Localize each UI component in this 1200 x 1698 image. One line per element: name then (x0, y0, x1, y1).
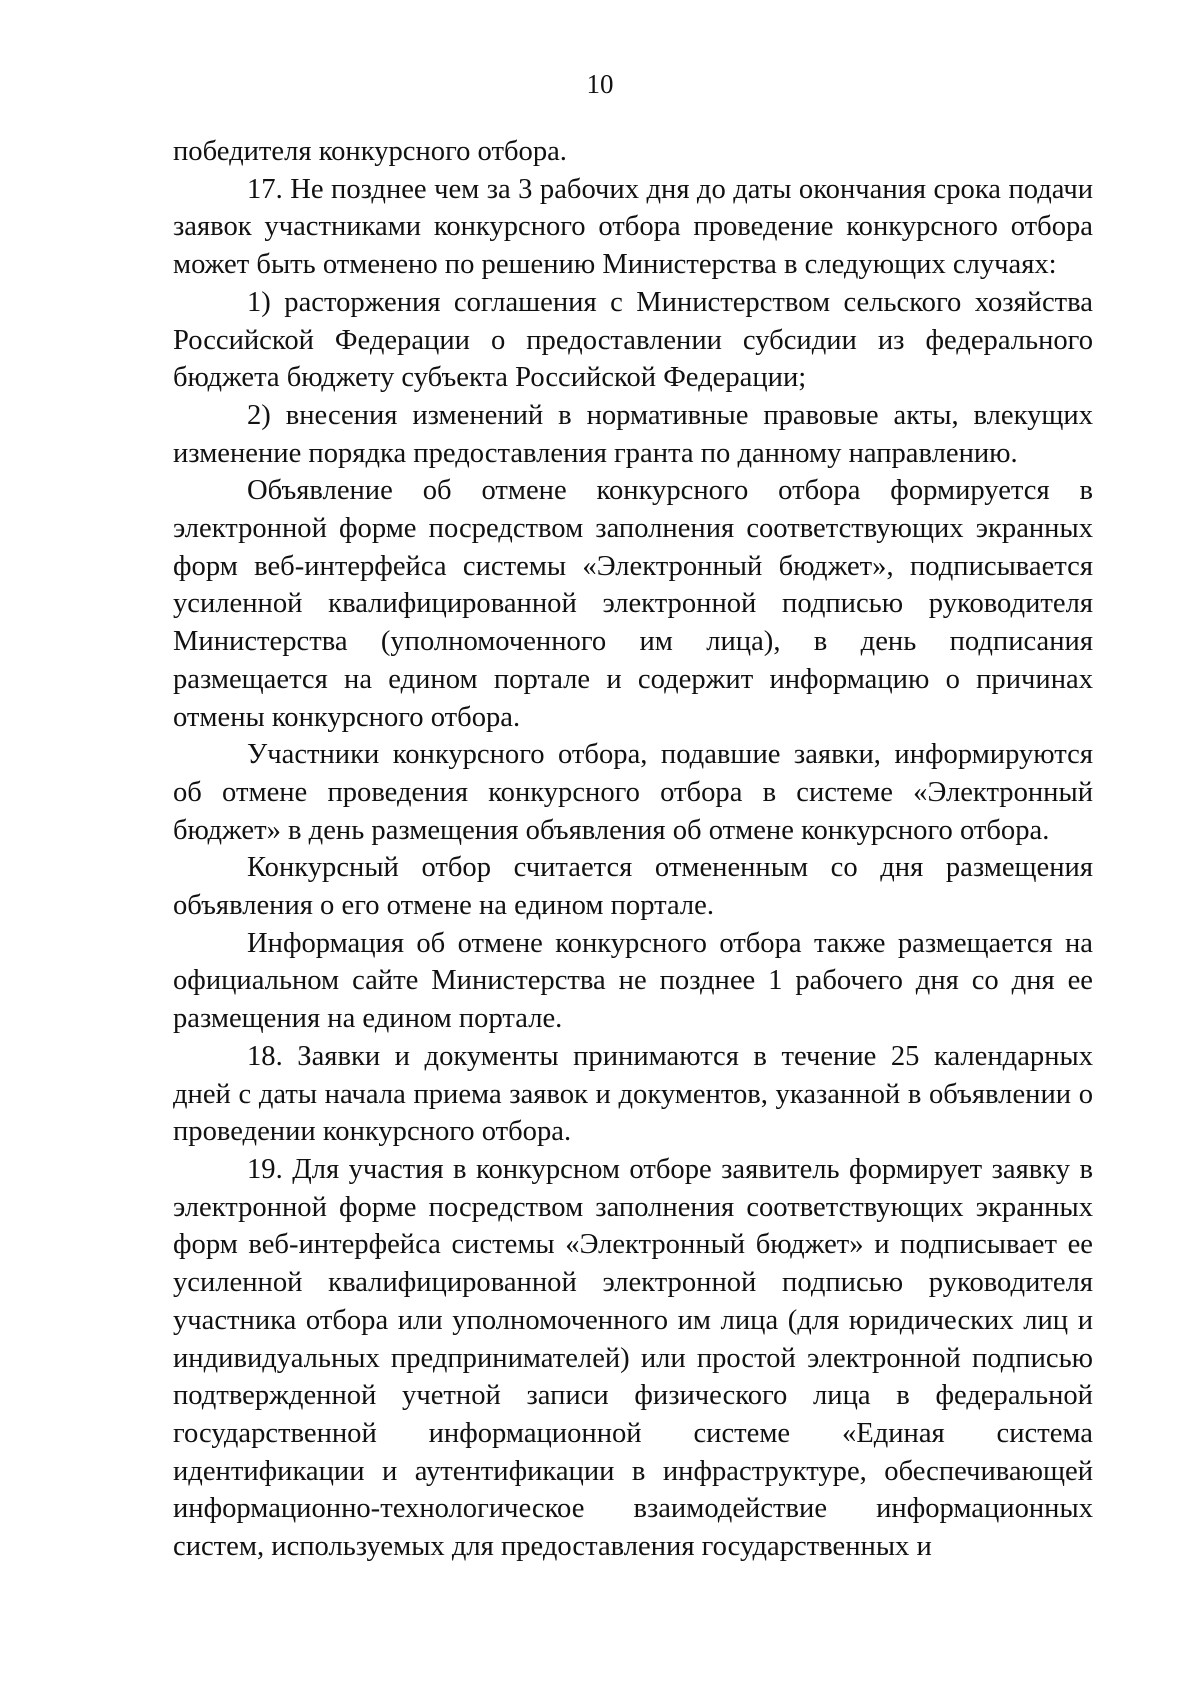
paragraph-item-18: 18. Заявки и документы принимаются в течение 25 календарных дней с даты начала приема заявок и документов, указанной в объявлении о проведении конкурсного отбора. (173, 1040, 1093, 1148)
paragraph-item-17: 17. Не позднее чем за 3 рабочих дня до даты окончания срока подачи заявок участниками конкурсного отбора проведение конкурсного отбора может быть отменено по решению Министерства в следующих случаях: (173, 173, 1093, 281)
document-body (173, 133, 1093, 1566)
page-number: 10 (586, 69, 614, 99)
paragraph-official-site: Информация об отмене конкурсного отбора также размещается на официальном сайте Министерства не позднее 1 рабочего дня со дня ее размещения на едином портале. (173, 927, 1093, 1035)
paragraph-subitem-1: 1) расторжения соглашения с Министерством сельского хозяйства Российской Федерации о предоставлении субсидии из федерального бюджета бюджету субъекта Российской Федерации; (173, 286, 1093, 394)
paragraph-participants-informed: Участники конкурсного отбора, подавшие заявки, информируются об отмене проведения конкурсного отбора в системе «Электронный бюджет» в день размещения объявления об отмене конкурсного отбора. (173, 739, 1093, 846)
paragraph-selection-cancelled: Конкурсный отбор считается отмененным со дня размещения объявления о его отмене на едином портале. (173, 852, 1093, 922)
paragraph-subitem-2: 2) внесения изменений в нормативные правовые акты, влекущих изменение порядка предоставления гранта по данному направлению. (173, 399, 1093, 469)
paragraph-cancellation-notice: Объявление об отмене конкурсного отбора формируется в электронной форме посредством заполнения соответствующих экранных форм веб-интерфейса системы «Электронный бюджет», подписывается усиленной квалифицированной электронной подписью руководителя Министерства (уполномоченного им лица), в день подписания размещается на едином портале и содержит информацию о причинах отмены конкурсного отбора. (173, 475, 1093, 733)
paragraph-item-19: 19. Для участия в конкурсном отборе заявитель формирует заявку в электронной форме посредством заполнения соответствующих экранных форм веб-интерфейса системы «Электронный бюджет» и подписывает ее усиленной квалифицированной электронной подписью руководителя участника отбора или уполномоченного им лица (для юридических лиц и индивидуальных предпринимателей) или простой электронной подписью подтвержденной учетной записи физического лица в федеральной государственной информационной системе «Единая система идентификации и аутентификации в инфраструктуре, обеспечивающей информационно-технологическое взаимодействие информационных систем, используемых для предоставления государственных и (173, 1153, 1093, 1563)
paragraph-continuation: победителя конкурсного отбора. (173, 136, 567, 167)
